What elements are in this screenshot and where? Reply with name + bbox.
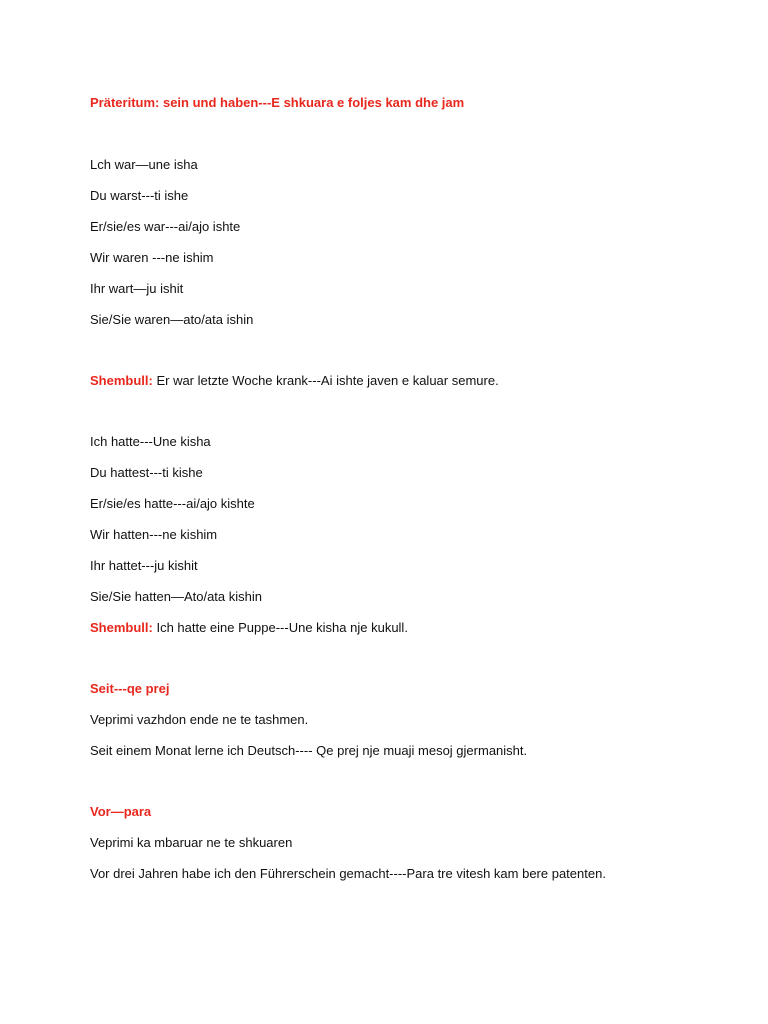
seit-line-1: Veprimi vazhdon ende ne te tashmen. (90, 712, 309, 727)
haben-line-4: Wir hatten---ne kishim (90, 527, 218, 542)
sein-line-5: Ihr wart—ju ishit (90, 281, 184, 296)
example-1-label: Shembull: (90, 373, 153, 388)
vor-line-2: Vor drei Jahren habe ich den Führerschein gemacht----Para tre vitesh kam bere patenten. (90, 866, 606, 881)
seit-line-2: Seit einem Monat lerne ich Deutsch---- Qe prej nje muaji mesoj gjermanisht. (90, 743, 528, 758)
vor-heading: Vor—para (90, 804, 152, 819)
example-2-text: Ich hatte eine Puppe---Une kisha nje kukull. (152, 620, 408, 635)
haben-line-2: Du hattest---ti kishe (90, 465, 203, 480)
vor-line-1: Veprimi ka mbaruar ne te shkuaren (90, 835, 293, 850)
seit-heading: Seit---qe prej (90, 681, 170, 696)
page-heading: Präteritum: sein und haben---E shkuara e foljes kam dhe jam (90, 95, 465, 110)
sein-line-2: Du warst---ti ishe (90, 188, 189, 203)
example-1 (90, 372, 499, 390)
sein-line-4: Wir waren ---ne ishim (90, 250, 214, 265)
example-1-text: Er war letzte Woche krank---Ai ishte javen e kaluar semure. (152, 373, 499, 388)
haben-line-3: Er/sie/es hatte---ai/ajo kishte (90, 496, 255, 511)
sein-line-6: Sie/Sie waren—ato/ata ishin (90, 312, 254, 327)
haben-line-1: Ich hatte---Une kisha (90, 434, 211, 449)
example-2 (90, 619, 408, 637)
sein-line-3: Er/sie/es war---ai/ajo ishte (90, 219, 241, 234)
example-2-label: Shembull: (90, 620, 153, 635)
haben-line-6: Sie/Sie hatten—Ato/ata kishin (90, 589, 262, 604)
sein-line-1: Lch war—une isha (90, 157, 198, 172)
haben-line-5: Ihr hattet---ju kishit (90, 558, 198, 573)
